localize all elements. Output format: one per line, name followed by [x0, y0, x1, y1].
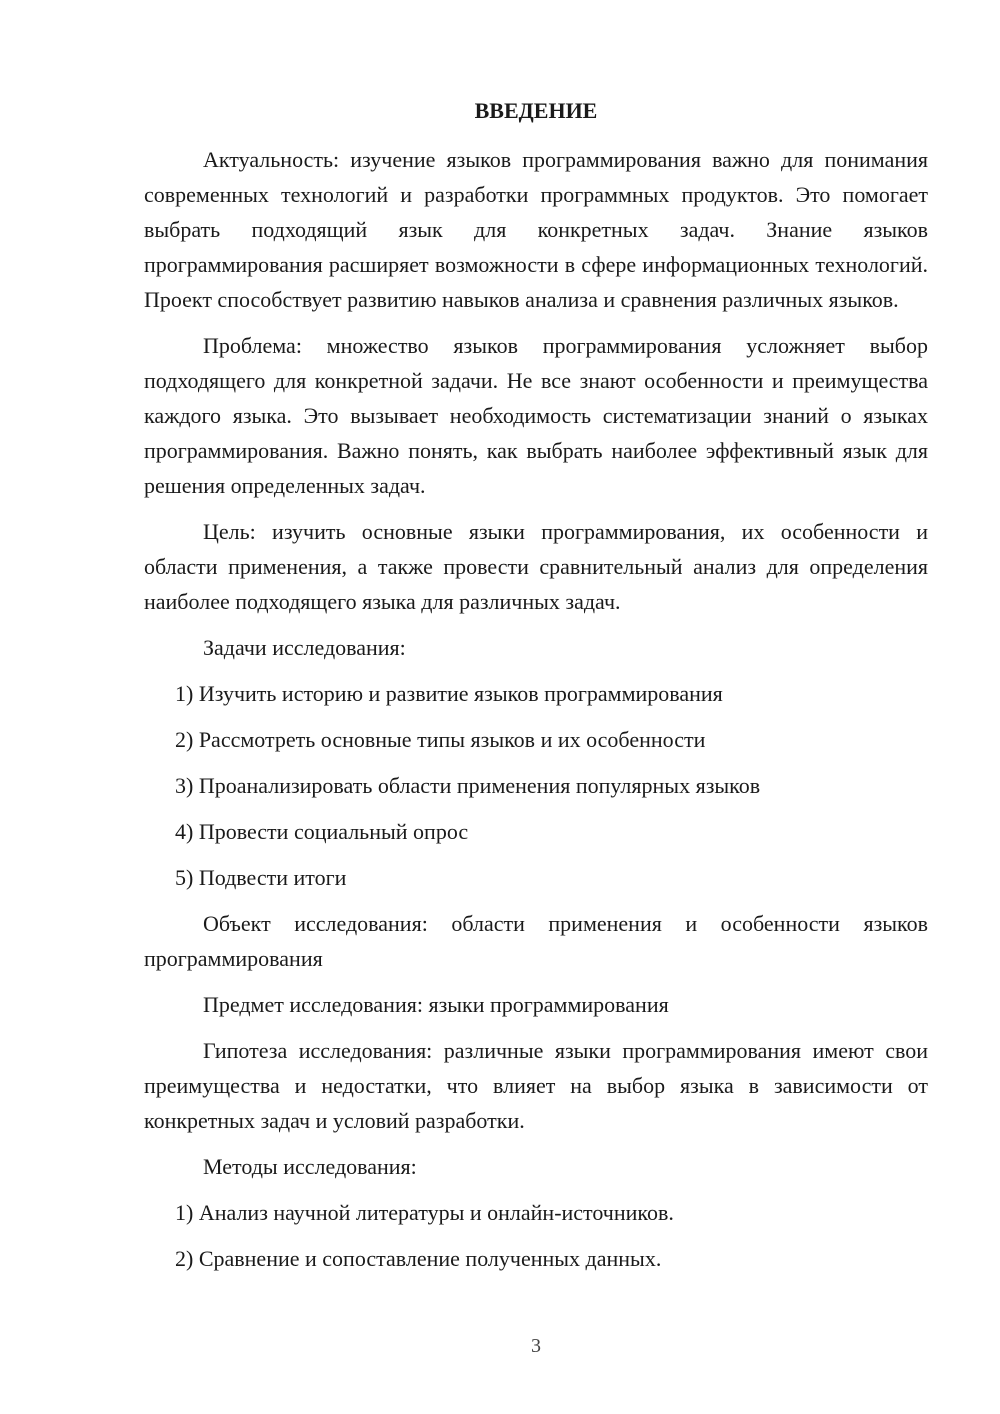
list-item: 1) Анализ научной литературы и онлайн-источников.	[175, 1200, 674, 1225]
document-body	[144, 142, 928, 1287]
page-number: 3	[531, 1335, 541, 1357]
relevance-paragraph: Актуальность: изучение языков программирования важно для понимания современных технологий и разработки программных продуктов. Это помогает выбрать подходящий язык для конкретных задач. Знание языков программирования расширяет возможности в сфере информационных технологий. Проект способствует развитию навыков анализа и сравнения различных языков.	[144, 147, 928, 312]
methods-list	[144, 1195, 928, 1276]
page-title: ВВЕДЕНИЕ	[474, 98, 598, 123]
list-item: 4) Провести социальный опрос	[175, 819, 469, 844]
problem-paragraph: Проблема: множество языков программирования усложняет выбор подходящего для конкретной задачи. Не все знают особенности и преимущества каждого языка. Это вызывает необходимость систематизации знаний о языках программирования. Важно понять, как выбрать наиболее эффективный язык для решения определенных задач.	[144, 333, 928, 498]
tasks-list	[144, 676, 928, 895]
list-item: 2) Сравнение и сопоставление полученных данных.	[175, 1246, 662, 1271]
hypothesis-paragraph: Гипотеза исследования: различные языки программирования имеют свои преимущества и недостатки, что влияет на выбор языка в зависимости от конкретных задач и условий разработки.	[144, 1038, 928, 1133]
list-item: 5) Подвести итоги	[175, 865, 347, 890]
methods-heading: Методы исследования:	[203, 1154, 417, 1179]
list-item: 3) Проанализировать области применения популярных языков	[175, 773, 761, 798]
document-page	[144, 0, 928, 1414]
list-item: 2) Рассмотреть основные типы языков и их особенности	[175, 727, 706, 752]
list-item: 1) Изучить историю и развитие языков программирования	[175, 681, 723, 706]
subject-paragraph: Предмет исследования: языки программирования	[203, 992, 669, 1017]
tasks-heading: Задачи исследования:	[203, 635, 406, 660]
object-paragraph: Объект исследования: области применения и особенности языков программирования	[144, 911, 928, 971]
goal-paragraph: Цель: изучить основные языки программирования, их особенности и области применения, а также провести сравнительный анализ для определения наиболее подходящего языка для различных задач.	[144, 519, 928, 614]
